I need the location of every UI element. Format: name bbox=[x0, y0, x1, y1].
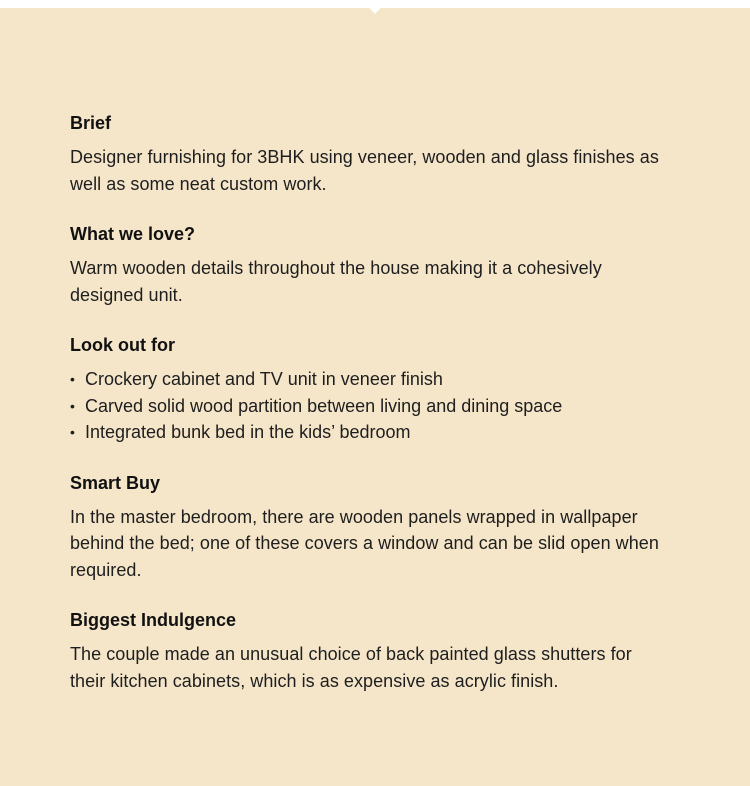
bullet-list bbox=[70, 366, 670, 446]
bullet-icon: • bbox=[70, 397, 75, 414]
list-item bbox=[70, 393, 670, 420]
list-item-text: Crockery cabinet and TV unit in veneer finish bbox=[85, 369, 443, 389]
section-smart-buy bbox=[70, 472, 670, 584]
section-brief bbox=[70, 112, 670, 197]
list-item bbox=[70, 366, 670, 393]
section-text: Warm wooden details throughout the house making it a cohesively designed unit. bbox=[70, 258, 602, 305]
list-item bbox=[70, 419, 670, 446]
pointer-notch bbox=[362, 0, 388, 14]
list-item-text: Integrated bunk bed in the kids’ bedroom bbox=[85, 422, 411, 442]
section-text: Designer furnishing for 3BHK using veneer, wooden and glass finishes as well as some neat custom work. bbox=[70, 147, 659, 194]
section-text: The couple made an unusual choice of back painted glass shutters for their kitchen cabinets, which is as expensive as acrylic finish. bbox=[70, 644, 632, 691]
bullet-icon: • bbox=[70, 371, 75, 387]
list-item-text: Carved solid wood partition between living and dining space bbox=[85, 395, 563, 416]
section-heading: Biggest Indulgence bbox=[70, 610, 237, 630]
card-content bbox=[70, 112, 670, 720]
section-heading: What we love? bbox=[70, 224, 196, 244]
section-text: In the master bedroom, there are wooden panels wrapped in wallpaper behind the bed; one of these covers a window and can be slid open when required. bbox=[70, 506, 659, 580]
section-heading: Brief bbox=[70, 113, 112, 133]
section-heading: Look out for bbox=[70, 335, 175, 355]
section-look-out-for bbox=[70, 334, 670, 446]
bullet-icon: • bbox=[70, 424, 75, 440]
section-biggest-indulgence bbox=[70, 609, 670, 694]
info-card bbox=[0, 8, 750, 786]
section-heading: Smart Buy bbox=[70, 472, 161, 493]
section-what-we-love bbox=[70, 223, 670, 308]
